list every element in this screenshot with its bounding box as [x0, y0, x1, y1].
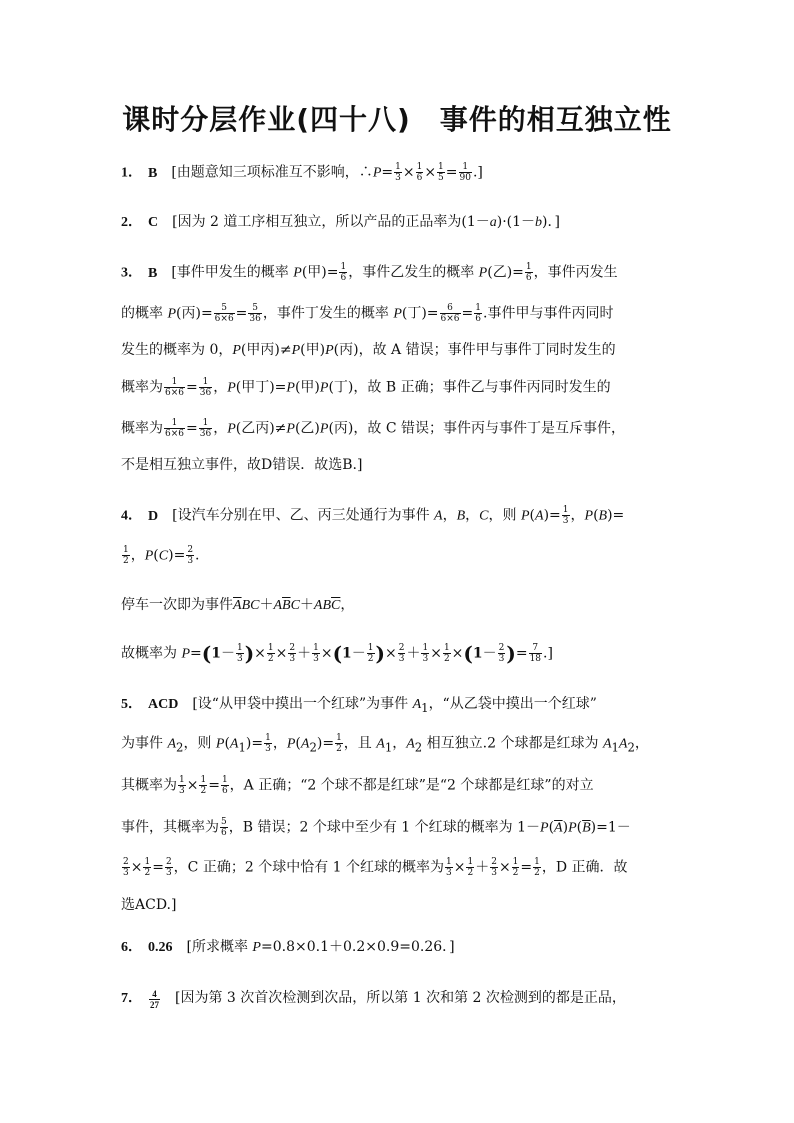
answer-4-line-1: 4． D [设汽车分别在甲、乙、丙三处通行为事件 A，B，C，则 P(A)= $\frac{1}{3}$ ，P(B)= [121, 505, 625, 526]
answer-5-line-3: 其概率为 $\frac{1}{3}$ × $\frac{1}{2}$ = $\frac{1}{6}$ ，A 正确；“2 个球不都是红球”是“2 个球都是红球”的对立 [121, 775, 594, 796]
answer-4-line-4: 故概率为 P=(1－ $\frac{1}{3}$ )× $\frac{1}{2}$ × $\frac{2}{3}$ ＋ $\frac{1}{3}$ ×(1－ $\frac{1}{2}$ )× $\frac{2}{3}$ ＋ $\frac{1}{3}$ × $\frac{1}{2}$ ×(1－ $\frac{2}{3}$ )= $\frac{7}{18}$ .] [121, 641, 553, 666]
answer-6: 6． 0.26 [所求概率 P=0.8×0.1＋0.2×0.9=0.26．] [121, 939, 455, 955]
answer-7: 7． $\frac{4}{27}$ [因为第 3 次首次检测到次品，所以第 1 次和第 2 次检测到的都是正品， [121, 989, 626, 1011]
answer-5-line-2: 为事件 $A_2$，则 $P(A_1)=$ $\frac{1}{3}$ ，$P(A_2)=$ $\frac{1}{2}$ ，且 $A_1$，$A_2$ 相互独立.2 个球都是红球为 $A_1A_2$， [121, 733, 649, 755]
answer-3-line-3: 发生的概率为 0，P(甲丙)≠P(甲)P(丙)，故 A 错误；事件甲与事件丁同时发生的 [121, 342, 616, 358]
answer-5-line-1: 5． ACD [设“从甲袋中摸出一个红球”为事件 $A_1$，“从乙袋中摸出一个红球” [121, 696, 597, 715]
answer-2: 2． C [因为 2 道工序相互独立，所以产品的正品率为(1－a)·(1－b)．] [121, 214, 560, 230]
answer-3-line-5: 概率为 $\frac{1}{6\times 6}$ = $\frac{1}{36}$ ，P(乙丙)≠P(乙)P(丙)，故 C 错误；事件丙与事件丁是互斥事件， [121, 418, 626, 439]
answer-1: 1． B [由题意知三项标准互不影响，∴P= $\frac{1}{3}$ × $\frac{1}{6}$ × $\frac{1}{5}$ = $\frac{1}{90}$ .] [121, 162, 483, 183]
answer-3-line-1: 3． B [事件甲发生的概率 P(甲)= $\frac{1}{6}$ ，事件乙发生的概率 P(乙)= $\frac{1}{6}$ ，事件丙发生 [121, 262, 618, 283]
answer-5-line-4: 事件，其概率为 $\frac{5}{6}$ ，B 错误；2 个球中至少有 1 个红球的概率为 $1-P(\overline{A})P(\overline{B})=1-$ [121, 817, 631, 838]
answer-3-line-6: 不是相互独立事件，故D错误．故选B.] [121, 457, 363, 473]
answer-5-line-5: $\frac{2}{3}$ × $\frac{1}{2}$ = $\frac{2}{3}$ ，C 正确；2 个球中恰有 1 个红球的概率为 $\frac{1}{3}$ × $\frac{1}{2}$ ＋ $\frac{2}{3}$ × $\frac{1}{2}$ = $\frac{1}{2}$ ，D 正确．故 [123, 857, 628, 878]
answer-5-line-6: 选ACD.] [121, 897, 177, 913]
page-title: 课时分层作业(四十八) 事件的相互独立性 [122, 103, 672, 136]
answer-3-line-2: 的概率 P(丙)= $\frac{5}{6\times 6}$ = $\frac{5}{36}$ ，事件丁发生的概率 P(丁)= $\frac{6}{6\times 6}$ = $\frac{1}{6}$ .事件甲与事件丙同时 [121, 303, 614, 324]
answer-3-line-4: 概率为 $\frac{1}{6\times 6}$ = $\frac{1}{36}$ ，P(甲丁)=P(甲)P(丁)，故 B 正确；事件乙与事件丙同时发生的 [121, 377, 611, 398]
answer-4-line-2: $\frac{1}{2}$ ，P(C)= $\frac{2}{3}$ . [123, 545, 200, 566]
answer-4-line-3: 停车一次即为事件$\overline{A}BC+A\overline{B}C+AB\overline{C}$， [121, 597, 355, 613]
